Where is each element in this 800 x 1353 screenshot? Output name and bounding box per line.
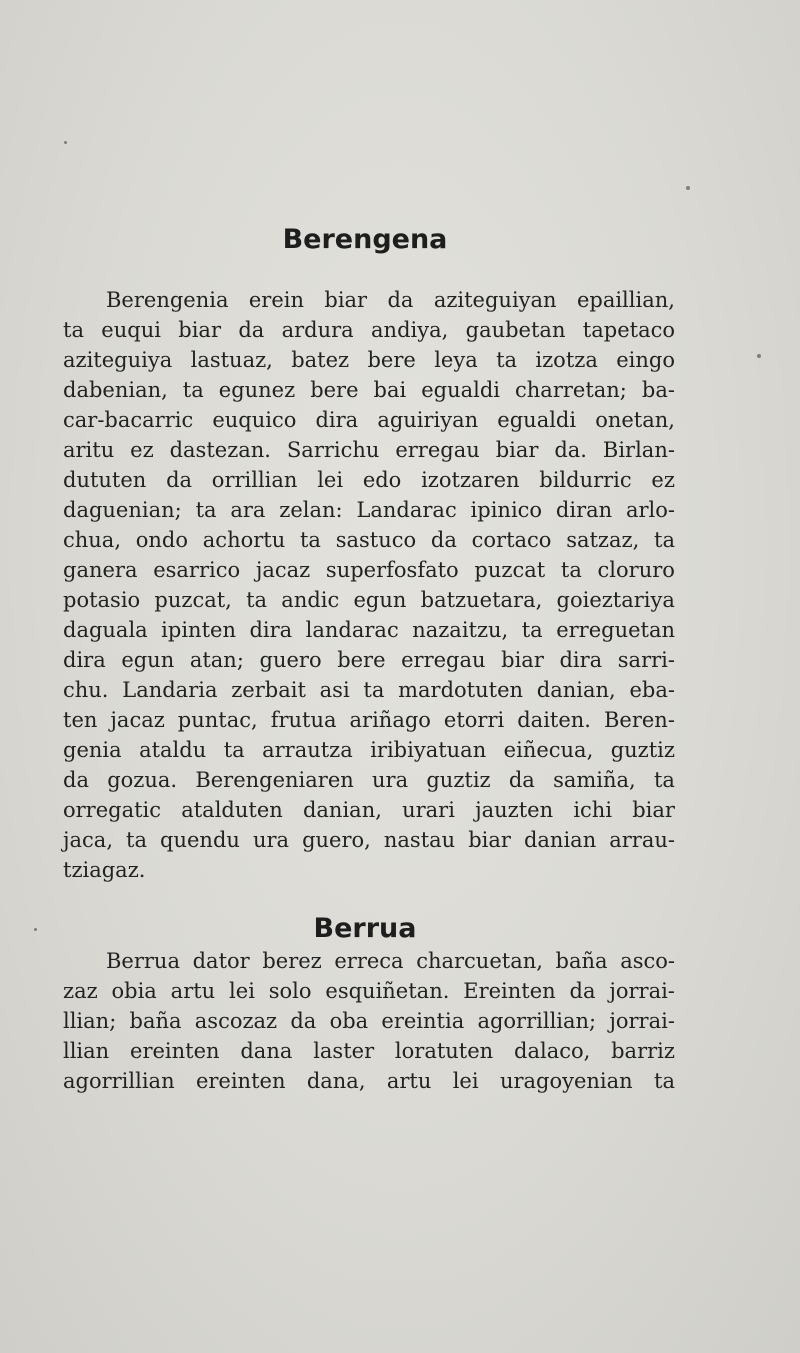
- text-line: [63, 795, 675, 825]
- text-line: [63, 765, 675, 795]
- word: ta: [653, 768, 675, 792]
- word: egun: [353, 588, 407, 612]
- word: ascozaz: [194, 1009, 278, 1033]
- word: solo: [268, 979, 312, 1003]
- word: car-bacarric: [63, 408, 194, 432]
- word: leya: [434, 348, 478, 372]
- word: ereinten: [195, 1069, 286, 1093]
- word: etorri: [443, 708, 505, 732]
- ink-speck: [686, 186, 690, 190]
- word: Beren-: [603, 708, 675, 732]
- word: lei: [317, 468, 344, 492]
- word: puzcat,: [154, 588, 232, 612]
- word: charcuetan,: [416, 949, 543, 973]
- text-line: [63, 285, 675, 315]
- word: llian;: [63, 1009, 117, 1033]
- word: tapetaco: [582, 318, 675, 342]
- word: egualdi: [497, 408, 577, 432]
- word: bere: [310, 378, 359, 402]
- word: charretan;: [515, 378, 627, 402]
- word: da: [430, 528, 457, 552]
- word: edo: [362, 468, 402, 492]
- word: orregatic: [63, 798, 162, 822]
- word: ganera: [63, 558, 138, 582]
- word: ta: [63, 318, 84, 342]
- word: agorrillian;: [477, 1009, 597, 1033]
- word: dator: [192, 949, 250, 973]
- word: euquico: [212, 408, 297, 432]
- word: barriz: [611, 1039, 675, 1063]
- word: daguenian;: [63, 498, 182, 522]
- word: gaubetan: [465, 318, 566, 342]
- word: gozua.: [107, 768, 178, 792]
- word: ondo: [135, 528, 189, 552]
- word: ez: [651, 468, 675, 492]
- word: epaillian,: [576, 288, 675, 312]
- section-body-berrua: [63, 946, 675, 1096]
- word: jorrai-: [609, 1009, 675, 1033]
- word: aguiriyan: [377, 408, 479, 432]
- word: atan;: [189, 648, 244, 672]
- word: zaz: [63, 979, 98, 1003]
- word: dira: [249, 618, 293, 642]
- word: berez: [262, 949, 322, 973]
- word: baña: [555, 949, 608, 973]
- word: arrau-: [609, 828, 675, 852]
- ink-speck: [757, 354, 761, 358]
- word: batez: [291, 348, 350, 372]
- text-line: [63, 976, 675, 1006]
- word: biar: [324, 288, 368, 312]
- word: ta: [126, 828, 147, 852]
- word: batzuetara,: [420, 588, 543, 612]
- word: ura: [252, 828, 290, 852]
- word: da: [63, 768, 89, 792]
- word: izotza: [535, 348, 598, 372]
- word: ta: [654, 1069, 675, 1093]
- word: asco-: [620, 949, 675, 973]
- ink-speck: [64, 141, 67, 144]
- text-line: [63, 465, 675, 495]
- word: andic: [281, 588, 340, 612]
- word: nastau: [383, 828, 456, 852]
- word: llian: [63, 1039, 110, 1063]
- word: zerbait: [231, 678, 306, 702]
- word: ereinten: [130, 1039, 220, 1063]
- word: uragoyenian: [499, 1069, 633, 1093]
- word: aziteguiya: [63, 348, 173, 372]
- text-line: [63, 585, 675, 615]
- word: dastezan.: [169, 438, 271, 462]
- word: asi: [319, 678, 350, 702]
- word: Landaria: [122, 678, 218, 702]
- word: landarac: [305, 618, 399, 642]
- text-line: [63, 495, 675, 525]
- text-line: [63, 735, 675, 765]
- word: euqui: [101, 318, 161, 342]
- text-line-last: tziagaz.: [63, 858, 146, 882]
- word: esquiñetan.: [325, 979, 450, 1003]
- word: superfosfato: [325, 558, 459, 582]
- word: bildurric: [539, 468, 632, 492]
- word: achortu: [202, 528, 286, 552]
- word: orrillian: [211, 468, 298, 492]
- word: chu.: [63, 678, 109, 702]
- word: genia: [63, 738, 122, 762]
- word: guero: [259, 648, 322, 672]
- text-line: [63, 555, 675, 585]
- word: eba-: [629, 678, 675, 702]
- word: ez: [130, 438, 154, 462]
- word: biar: [495, 438, 539, 462]
- word: sarri-: [617, 648, 675, 672]
- word: dabenian,: [63, 378, 168, 402]
- word: biar: [501, 648, 544, 672]
- section-title-berengena: Berengena: [282, 224, 448, 255]
- word: quendu: [160, 828, 240, 852]
- word: zelan:: [279, 498, 343, 522]
- word: erreguetan: [556, 618, 675, 642]
- word: satzaz,: [566, 528, 640, 552]
- word: da: [238, 318, 265, 342]
- text-line: [63, 825, 675, 855]
- word: agorrillian: [63, 1069, 175, 1093]
- word: Berengeniaren: [195, 768, 354, 792]
- word: biar: [632, 798, 675, 822]
- word: danian,: [536, 678, 616, 702]
- word: lei: [229, 979, 255, 1003]
- section-body-berengena: [63, 285, 675, 885]
- word: bai: [373, 378, 407, 402]
- word: izotzaren: [421, 468, 520, 492]
- text-line: [63, 405, 675, 435]
- word: eiñecua,: [503, 738, 594, 762]
- word: dalaco,: [514, 1039, 591, 1063]
- word: aritu: [63, 438, 115, 462]
- word: lastuaz,: [190, 348, 273, 372]
- word: diran: [555, 498, 613, 522]
- word: da: [166, 468, 193, 492]
- text-line: [63, 525, 675, 555]
- word: lei: [452, 1069, 479, 1093]
- word: ta: [246, 588, 268, 612]
- word: obia: [111, 979, 157, 1003]
- word: andiya,: [371, 318, 449, 342]
- text-line: [63, 315, 675, 345]
- word: urari: [402, 798, 455, 822]
- word: nazaitzu,: [412, 618, 509, 642]
- word: cortaco: [471, 528, 552, 552]
- word: ipinten: [161, 618, 236, 642]
- word: ipinico: [470, 498, 543, 522]
- word: ta: [496, 348, 518, 372]
- word: erregau: [395, 438, 480, 462]
- word: oba: [329, 1009, 369, 1033]
- word: ariñago: [349, 708, 431, 732]
- word: Landarac: [356, 498, 457, 522]
- word: jacaz: [255, 558, 311, 582]
- word: ardura: [281, 318, 354, 342]
- word: dira: [315, 408, 359, 432]
- word: ta: [560, 558, 582, 582]
- word: puzcat: [474, 558, 546, 582]
- text-line: [63, 705, 675, 735]
- word: Berengenia: [106, 288, 229, 312]
- word: da: [387, 288, 414, 312]
- word: ara: [230, 498, 266, 522]
- word: ereintia: [381, 1009, 465, 1033]
- word: jaca,: [63, 828, 113, 852]
- word: ta: [654, 528, 675, 552]
- word: dana: [240, 1039, 293, 1063]
- word: ta: [195, 498, 217, 522]
- word: ten: [63, 708, 98, 732]
- text-line: [63, 645, 675, 675]
- word: ba-: [641, 378, 675, 402]
- word: arrautza: [262, 738, 353, 762]
- text-line: [63, 615, 675, 645]
- word: ura: [372, 768, 409, 792]
- text-line: [63, 675, 675, 705]
- text-line: [63, 345, 675, 375]
- word: da: [569, 979, 596, 1003]
- word: chua,: [63, 528, 122, 552]
- word: potasio: [63, 588, 141, 612]
- word: esarrico: [153, 558, 241, 582]
- word: ta: [223, 738, 245, 762]
- word: bere: [367, 348, 416, 372]
- word: loratuten: [394, 1039, 494, 1063]
- word: ataldu: [139, 738, 207, 762]
- word: onetan,: [595, 408, 675, 432]
- text-line: [63, 946, 675, 976]
- word: mardotuten: [398, 678, 524, 702]
- word: bere: [337, 648, 386, 672]
- word: guztiz: [426, 768, 491, 792]
- word: arlo-: [625, 498, 675, 522]
- word: dana,: [306, 1069, 366, 1093]
- word: atalduten: [181, 798, 283, 822]
- word: jauzten: [475, 798, 554, 822]
- word: biar: [178, 318, 221, 342]
- word: puntac,: [177, 708, 258, 732]
- word: dututen: [63, 468, 147, 492]
- word: Ereinten: [463, 979, 556, 1003]
- word: laster: [313, 1039, 375, 1063]
- word: dira: [63, 648, 106, 672]
- word: iribiyatuan: [370, 738, 487, 762]
- word: erregau: [401, 648, 486, 672]
- word: danian: [523, 828, 597, 852]
- word: jacaz: [110, 708, 165, 732]
- text-line: [63, 375, 675, 405]
- word: frutua: [270, 708, 337, 732]
- section-title-berrua: Berrua: [313, 913, 417, 944]
- word: ta: [182, 378, 204, 402]
- word: dira: [559, 648, 603, 672]
- text-line: [63, 1036, 675, 1066]
- text-line: [63, 1066, 675, 1096]
- word: da: [508, 768, 535, 792]
- word: da.: [554, 438, 587, 462]
- word: egualdi: [421, 378, 501, 402]
- word: biar: [468, 828, 511, 852]
- word: eingo: [616, 348, 675, 372]
- word: guero,: [302, 828, 371, 852]
- word: goieztariya: [556, 588, 675, 612]
- word: baña: [129, 1009, 182, 1033]
- word: Sarrichu: [286, 438, 380, 462]
- word: da: [290, 1009, 317, 1033]
- word: erein: [248, 288, 304, 312]
- word: egunez: [218, 378, 296, 402]
- word: samiña,: [553, 768, 636, 792]
- word: Berrua: [106, 949, 180, 973]
- text-line: [63, 1006, 675, 1036]
- word: ta: [363, 678, 385, 702]
- word: danian,: [302, 798, 382, 822]
- text-line: [63, 435, 675, 465]
- word: daguala: [63, 618, 148, 642]
- word: erreca: [334, 949, 404, 973]
- word: egun: [121, 648, 175, 672]
- word: Birlan-: [602, 438, 675, 462]
- word: artu: [386, 1069, 432, 1093]
- word: guztiz: [610, 738, 675, 762]
- word: ta: [521, 618, 543, 642]
- word: jorrai-: [609, 979, 675, 1003]
- word: daiten.: [517, 708, 591, 732]
- word: ichi: [573, 798, 613, 822]
- word: aziteguiyan: [433, 288, 557, 312]
- word: cloruro: [597, 558, 675, 582]
- word: artu: [170, 979, 216, 1003]
- word: sastuco: [335, 528, 417, 552]
- word: ta: [299, 528, 321, 552]
